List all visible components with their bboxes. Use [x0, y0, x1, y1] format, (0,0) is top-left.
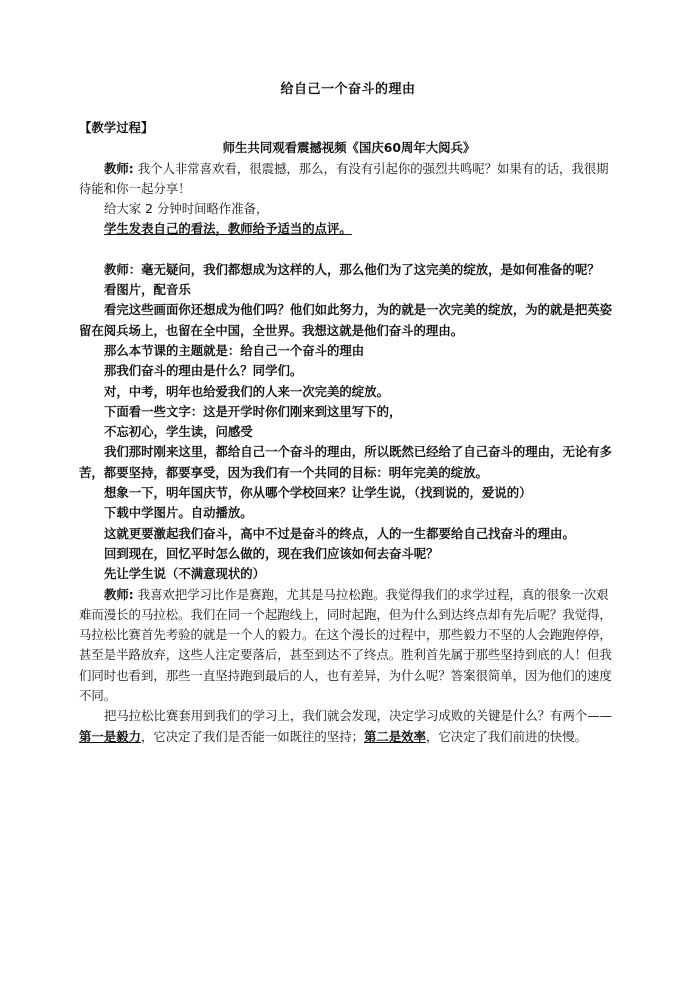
paragraph-text: ，它决定了我们前进的快慢。: [425, 728, 588, 744]
paragraph-text: 把马拉松比赛套用到我们的学习上，我们就会发现，决定学习成败的关键是什么？有两个——: [104, 708, 613, 724]
paragraph-4: 教师：毫无疑问，我们都想成为这样的人，那么他们为了这完美的绽放，是如何准备的呢？: [104, 261, 600, 277]
emphasis-perseverance: 第一是毅力: [79, 728, 141, 744]
paragraph-6: 看完这些画面你还想成为他们吗？他们如此努力，为的就是一次完美的绽放，为的就是把英姿留在阅兵场上，也留在全中国，全世界。我想这就是他们奋斗的理由。: [79, 302, 613, 338]
blank-line: [79, 240, 619, 260]
paragraph-10: 下面看一些文字：这是开学时你们刚来到这里写下的，: [104, 403, 402, 419]
document-body: [79, 118, 619, 747]
paragraph-5: 看图片，配音乐: [104, 282, 191, 298]
speaker-label: 教师:: [104, 586, 134, 602]
paragraph-2: 给大家 2 分钟时间略作准备，: [104, 201, 269, 217]
paragraph-9: 对，中考，明年也给爱我们的人来一次完美的绽放。: [104, 383, 389, 399]
paragraph-12: 我们那时刚来这里，都给自己一个奋斗的理由，所以既然已经给了自己奋斗的理由，无论有多苦，都要坚持，都要享受，因为我们有一个共同的目标：明年完美的绽放。: [79, 444, 613, 480]
paragraph-14: 下载中学图片。自动播放。: [104, 505, 253, 521]
section-label: 【教学过程】: [79, 120, 154, 135]
paragraph-1: [79, 159, 619, 200]
paragraph-text: 我个人非常喜欢看，很震撼，那么，有没有引起你的强烈共鸣呢？如果有的话，我很期待能和你一起分享！: [79, 160, 609, 196]
paragraph-8: 那我们奋斗的理由是什么？同学们。: [104, 363, 303, 379]
paragraph-7: 那么本节课的主题就是：给自己一个奋斗的理由: [104, 342, 365, 358]
paragraph-18: [79, 585, 619, 707]
subtitle: 师生共同观看震撼视频《国庆60周年大阅兵》: [222, 140, 476, 156]
paragraph-16: 回到现在，回忆平时怎么做的，现在我们应该如何去奋斗呢？: [104, 545, 439, 561]
emphasis-efficiency: 第二是效率: [363, 728, 426, 744]
paragraph-19: [79, 706, 619, 747]
paragraph-text: ，它决定了我们是否能一如既往的坚持；: [140, 728, 364, 744]
paragraph-3: 学生发表自己的看法，教师给予适当的点评。: [104, 221, 352, 237]
document-title: 给自己一个奋斗的理由: [280, 82, 416, 97]
paragraph-17: 先让学生说（不满意现状的）: [104, 566, 266, 582]
paragraph-13: 想象一下，明年国庆节，你从哪个学校回来？让学生说，（找到说的，爱说的）: [104, 485, 532, 501]
paragraph-15: 这就更要激起我们奋斗，高中不过是奋斗的终点，人的一生都要给自己找奋斗的理由。: [104, 525, 575, 541]
paragraph-text: 我喜欢把学习比作是赛跑，尤其是马拉松跑。我觉得我们的求学过程，真的很象一次艰难而漫长的马拉松。我们在同一个起跑线上，同时起跑，但为什么到达终点却有先后呢？我觉得，马拉松比赛首先考验的就是一个人的毅力。在这个漫长的过程中，那些毅力不坚的人会跑跑停停，甚至是半路放弃，这些人注定要落后，甚至到达不了终点。胜利首先属于那些坚持到底的人！但我们同时也看到，那些一直坚持跑到最后的人，也有差异，为什么呢？答案很简单，因为他们的速度不同。: [79, 586, 612, 704]
paragraph-11: 不忘初心，学生读，问感受: [104, 424, 253, 440]
speaker-label: 教师:: [104, 160, 134, 176]
